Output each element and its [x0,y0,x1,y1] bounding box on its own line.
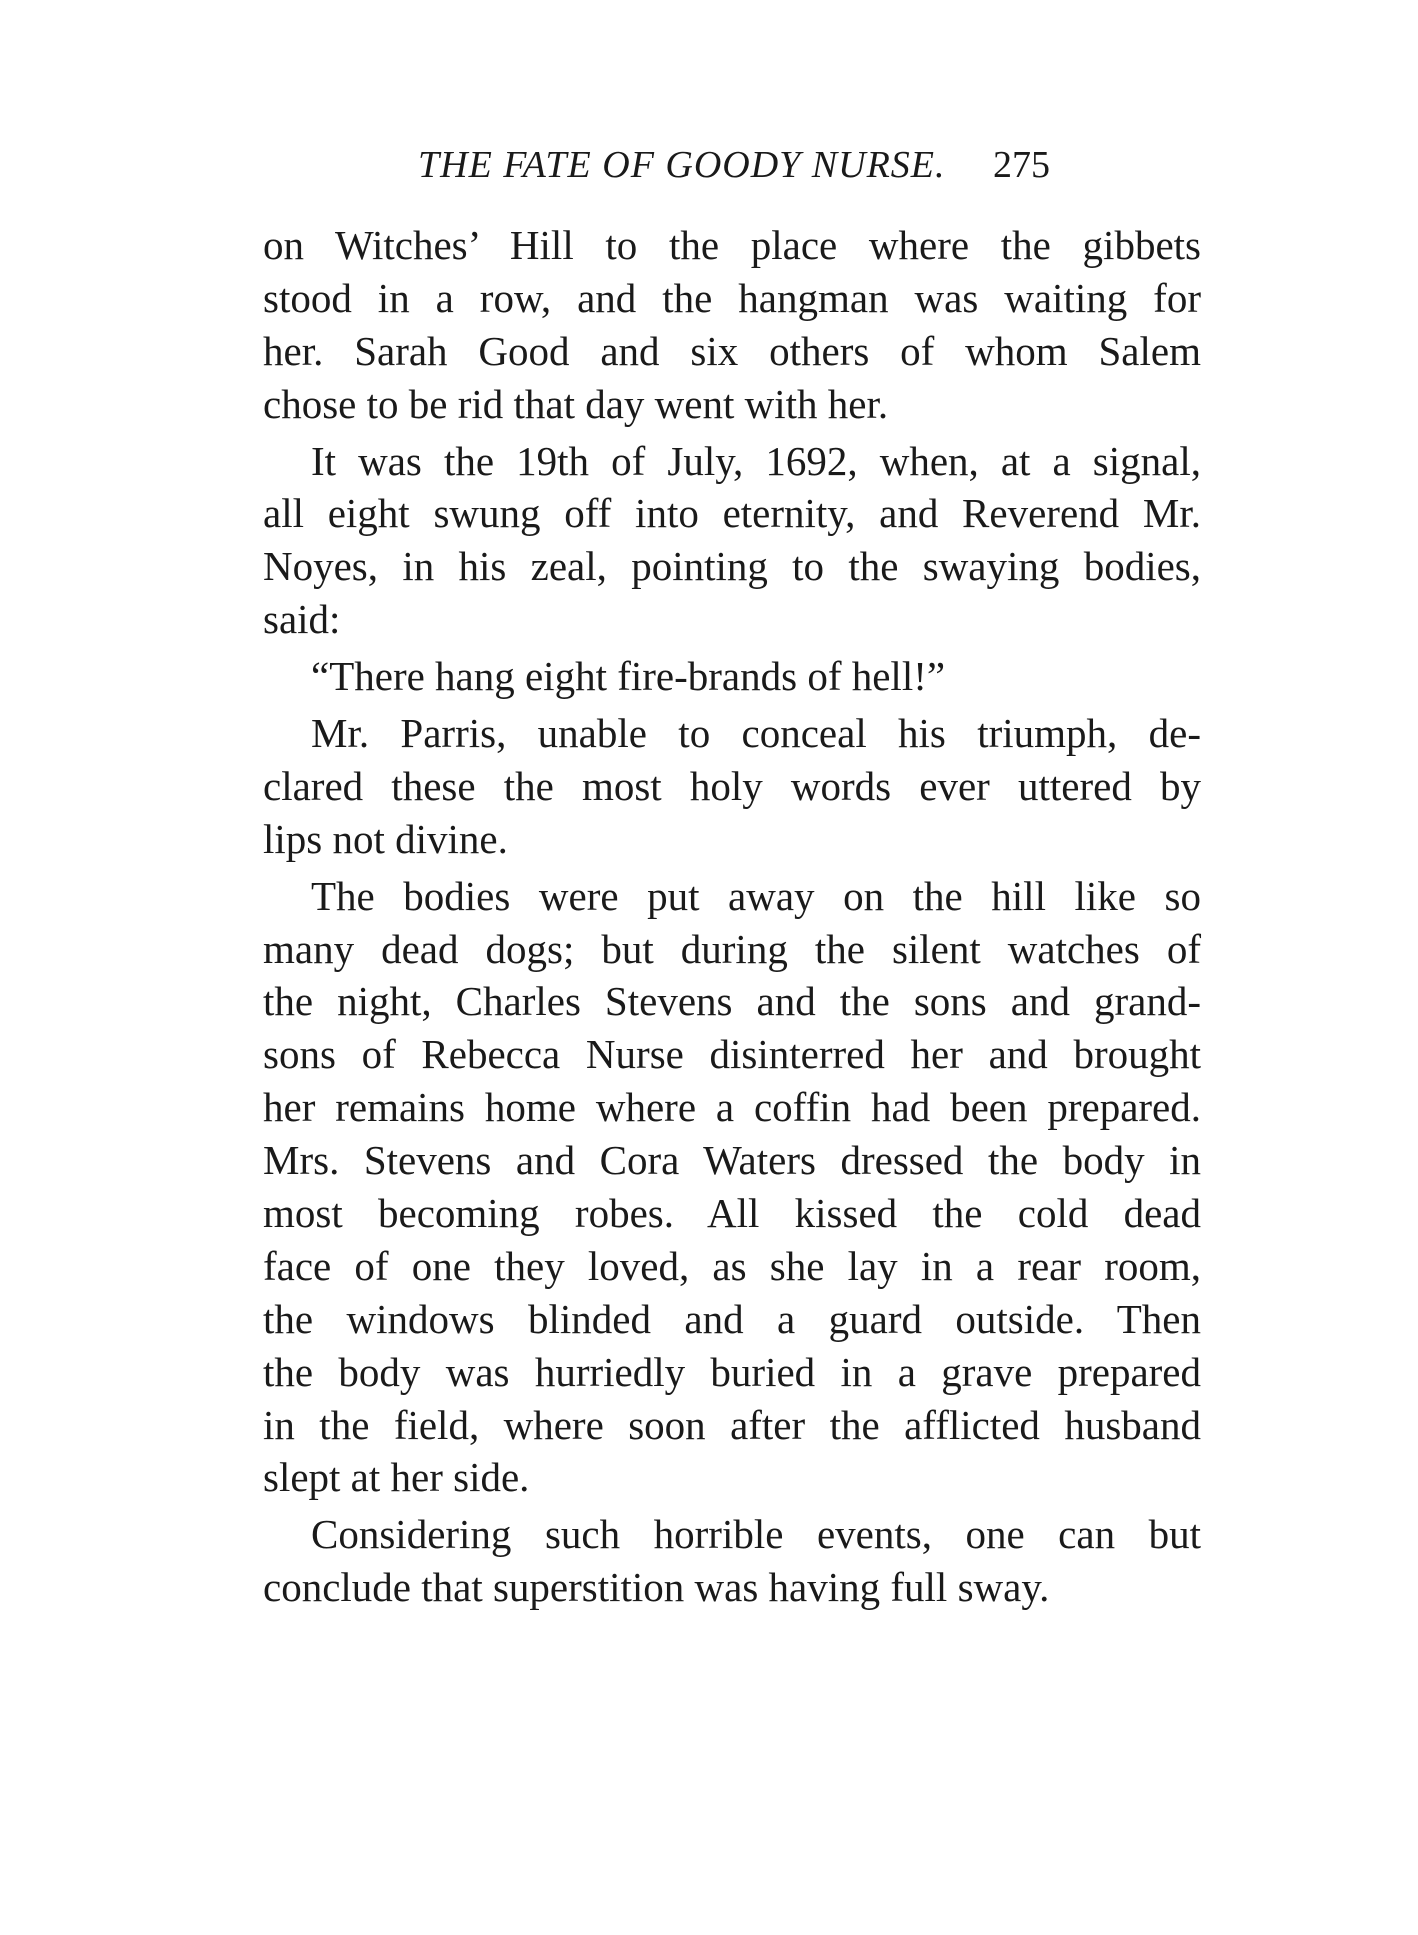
page-number: 275 [993,144,1050,186]
text-line: her. Sarah Good and six others of whom Salem [263,327,1201,374]
text-line: said: [263,596,341,643]
paragraph [263,870,1201,1505]
text-line: face of one they loved, as she lay in a rear room, [263,1242,1201,1289]
running-title: THE FATE OF GOODY NURSE. [418,144,946,186]
text-line: slept at her side. [263,1454,530,1501]
text-line: all eight swung off into eternity, and Reverend Mr. [263,490,1201,537]
text-line: many dead dogs; but during the silent watches of [263,925,1201,972]
body-text [263,219,1201,1618]
paragraph [263,650,1201,703]
text-line: Considering such horrible events, one can but [311,1511,1201,1558]
text-line: conclude that superstition was having full sway. [263,1564,1050,1611]
text-line: lips not divine. [263,815,508,862]
text-line: on Witches’ Hill to the place where the gibbets [263,222,1201,268]
text-line: Mrs. Stevens and Cora Waters dressed the body in [263,1137,1201,1184]
text-line: sons of Rebecca Nurse disinterred her and brought [263,1031,1201,1078]
paragraph [263,707,1201,866]
paragraph [263,435,1201,647]
text-line: the night, Charles Stevens and the sons and grand- [263,978,1201,1025]
text-line: the body was hurriedly buried in a grave prepared [263,1348,1201,1395]
text-line: It was the 19th of July, 1692, when, at a signal, [311,437,1201,484]
text-line: Noyes, in his zeal, pointing to the swaying bodies, [263,543,1201,590]
text-line: clared these the most holy words ever uttered by [263,762,1201,809]
text-line: stood in a row, and the hangman was waiting for [263,274,1201,321]
text-line: the windows blinded and a guard outside. Then [263,1295,1201,1342]
text-line: most becoming robes. All kissed the cold dead [263,1190,1201,1237]
text-line: chose to be rid that day went with her. [263,380,889,427]
paragraph [263,1508,1201,1614]
paragraph [263,219,1201,431]
running-head [418,140,1050,190]
text-line: The bodies were put away on the hill like so [311,872,1201,919]
text-line: Mr. Parris, unable to conceal his triumph, de- [311,710,1201,757]
text-line: “There hang eight fire-brands of hell!” [311,653,946,700]
text-line: in the field, where soon after the afflicted husband [263,1401,1201,1448]
text-line: her remains home where a coffin had been prepared. [263,1084,1201,1131]
